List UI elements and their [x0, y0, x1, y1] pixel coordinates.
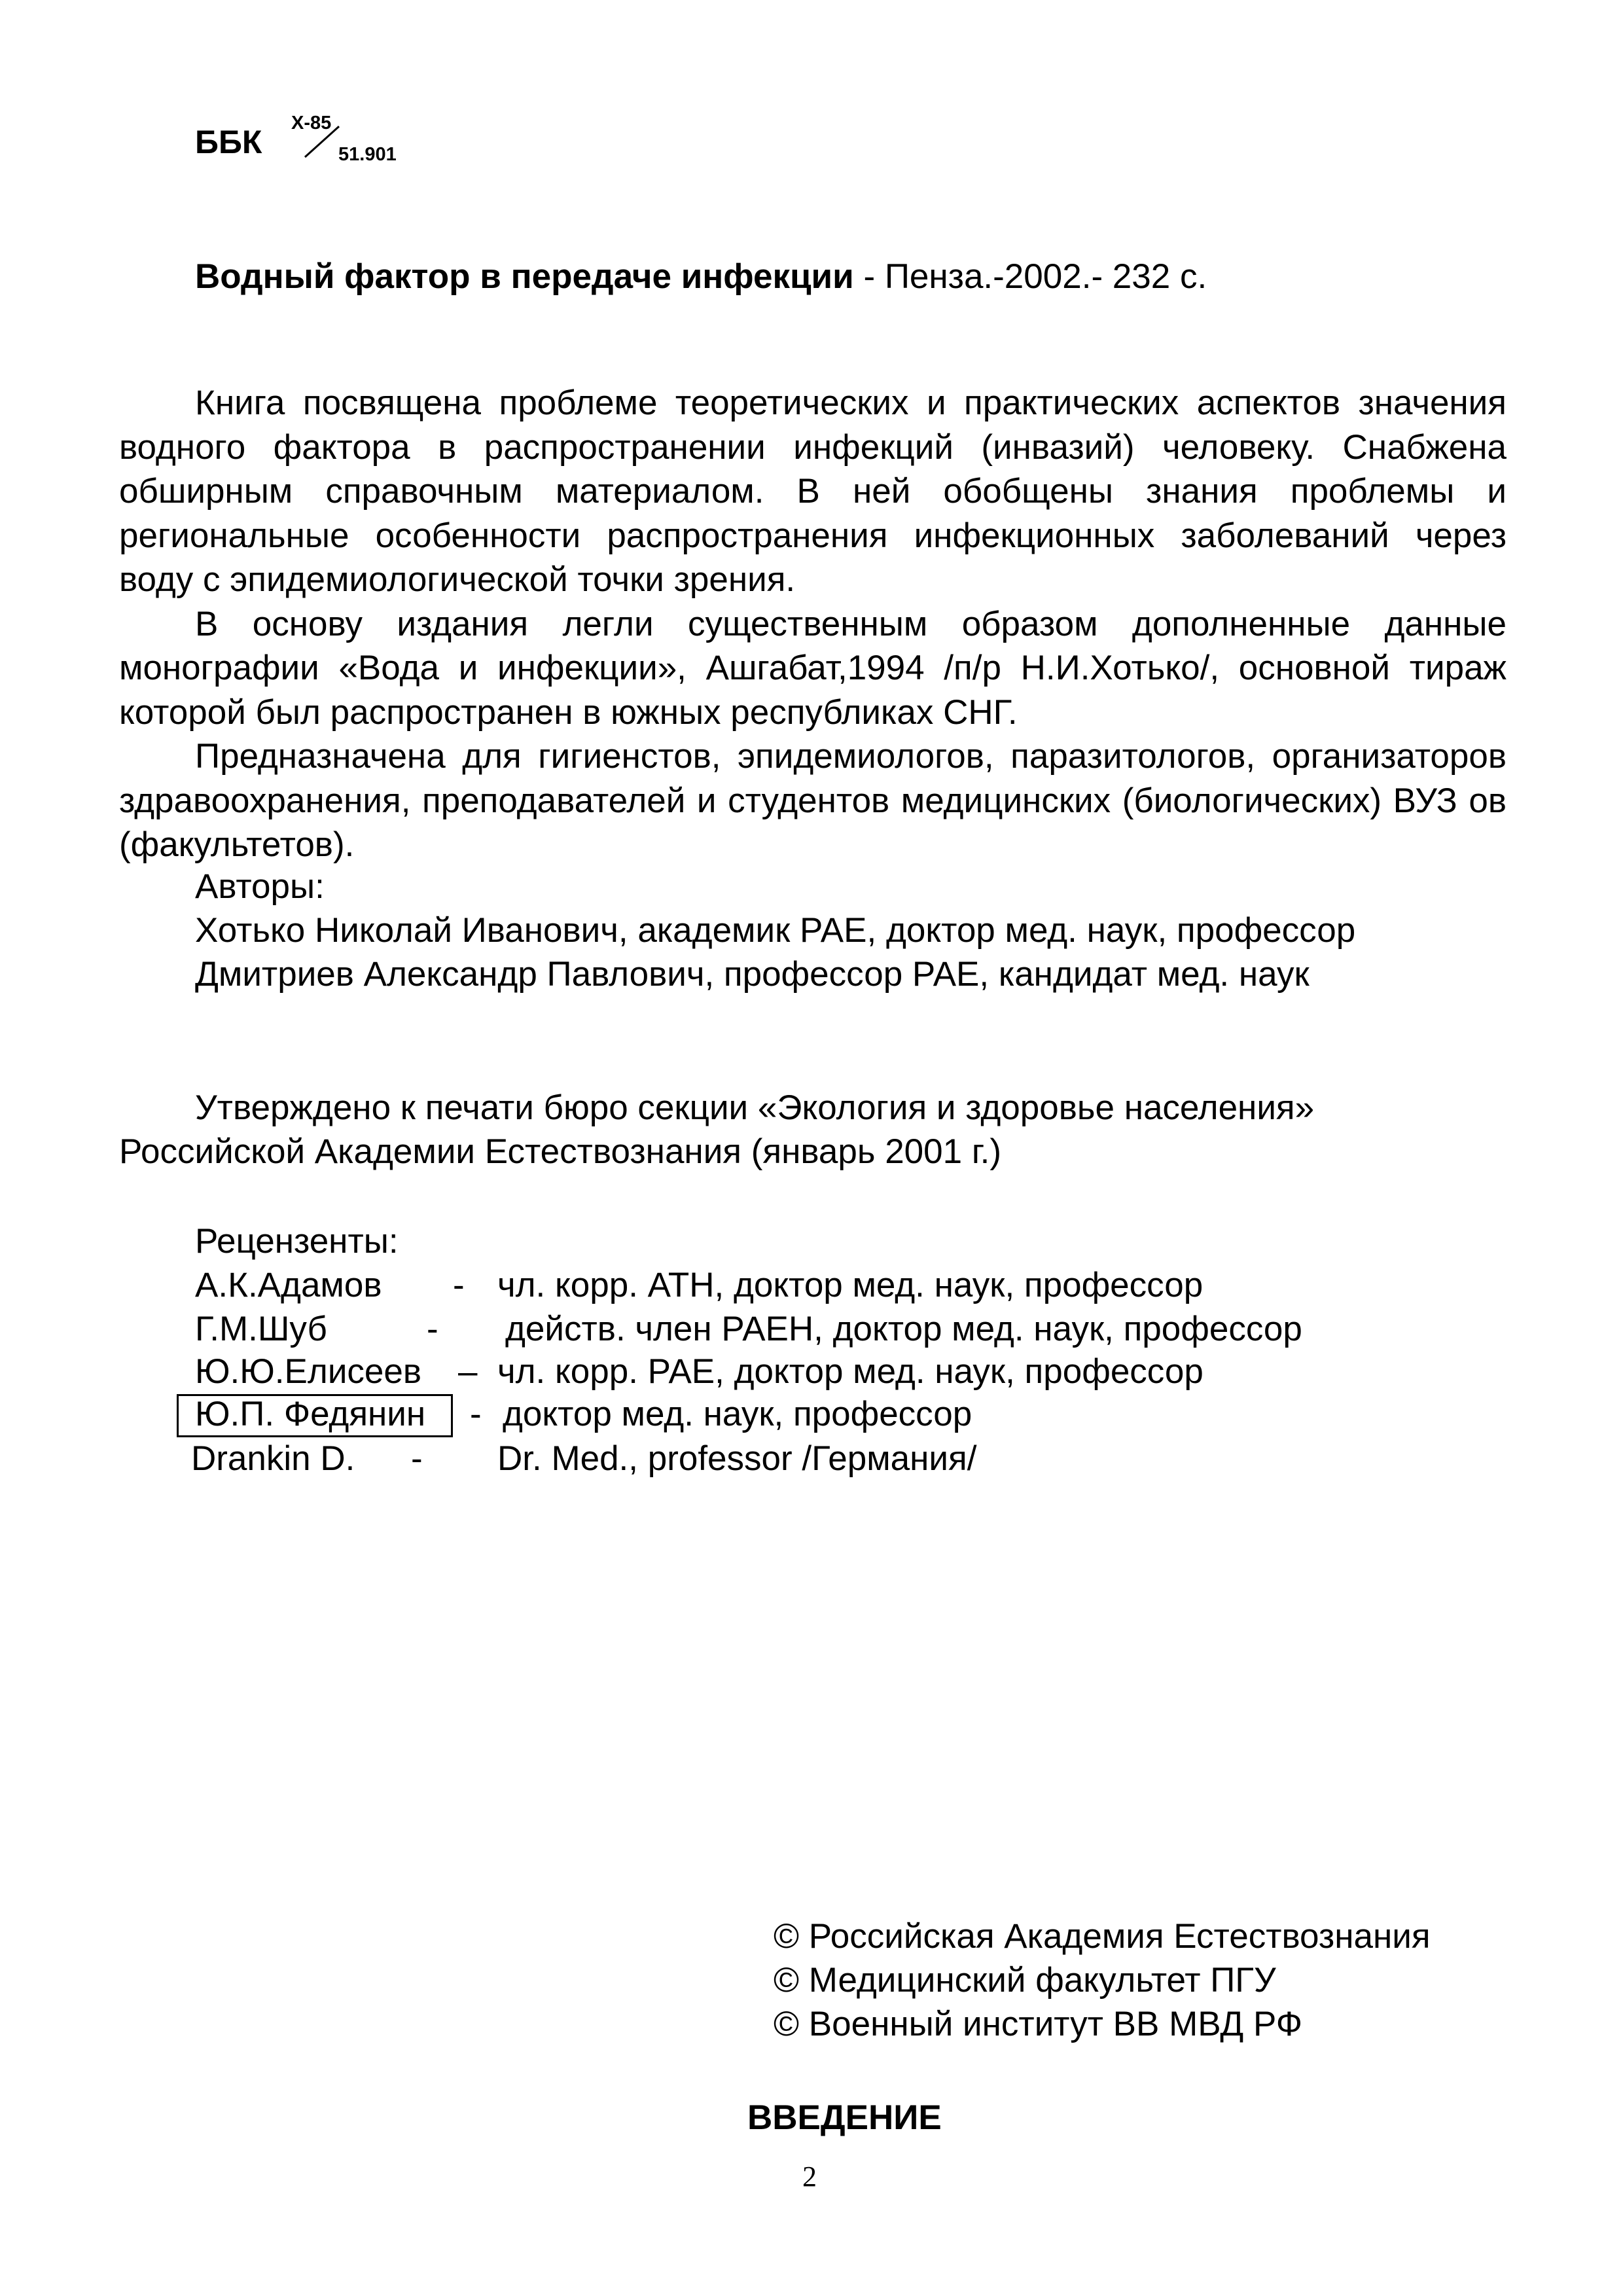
reviewer-name: Ю.Ю.Елисеев	[195, 1352, 422, 1391]
reviewer-description: доктор мед. наук, профессор	[503, 1395, 972, 1433]
reviewer-description: действ. член РАЕН, доктор мед. наук, профессор	[505, 1310, 1302, 1348]
author-item: Дмитриев Александр Павлович, профессор РАЕ, кандидат мед. наук	[195, 955, 1310, 994]
reviewer-description: Dr. Med., professor /Германия/	[497, 1439, 977, 1478]
approval-line-1: Утверждено к печати бюро секции «Экология и здоровье населения»	[195, 1088, 1315, 1127]
copyright-line: © Медицинский факультет ПГУ	[774, 1961, 1276, 2000]
reviewer-dash: -	[427, 1310, 438, 1348]
bbk-code-top: Х-85	[291, 113, 332, 134]
reviewer-dash: -	[453, 1266, 465, 1304]
reviewer-dash: -	[470, 1395, 482, 1433]
reviewer-description: чл. корр. АТН, доктор мед. наук, профессор	[497, 1266, 1204, 1304]
reviewers-label: Рецензенты:	[195, 1222, 399, 1261]
reviewer-name: Ю.П. Федянин	[195, 1395, 426, 1433]
reviewer-name: Drankin D.	[191, 1439, 355, 1478]
bbk-code	[291, 113, 448, 171]
bbk-label: ББК	[195, 124, 262, 160]
abstract	[119, 381, 1507, 867]
book-title-line	[195, 257, 1207, 296]
book-imprint: - Пенза.-2002.- 232 с.	[853, 257, 1207, 296]
reviewer-dash: –	[458, 1352, 478, 1391]
abstract-paragraph: Предназначена для гигиенстов, эпидемиологов, паразитологов, организаторов здравоохранения, преподавателей и студентов медицинских (биологических) ВУЗ ов (факультетов).	[119, 737, 1507, 864]
book-title: Водный фактор в передаче инфекции	[195, 257, 854, 296]
copyright-line: © Российская Академия Естествознания	[774, 1917, 1431, 1956]
author-item: Хотько Николай Иванович, академик РАЕ, доктор мед. наук, профессор	[195, 911, 1356, 950]
authors-label: Авторы:	[195, 867, 325, 906]
abstract-paragraph: В основу издания легли существенным образом дополненные данные монографии «Вода и инфекции», Ашгабат,1994 /п/р Н.И.Хотько/, основной тираж которой был распространен в южных республиках СНГ.	[119, 604, 1507, 732]
reviewer-name: Г.М.Шуб	[195, 1310, 327, 1348]
copyright-line: © Военный институт ВВ МВД РФ	[774, 2005, 1303, 2043]
approval-line-2: Российской Академии Естествознания (январь 2001 г.)	[119, 1132, 1002, 1171]
abstract-paragraph: Книга посвящена проблеме теоретических и практических аспектов значения водного фактора в распространении инфекций (инвазий) человеку. Снабжена обширным справочным материалом. В ней обобщены знания проблемы и региональные особенности распространения инфекционных заболеваний через воду с эпидемиологической точки зрения.	[119, 384, 1507, 599]
reviewer-name: А.К.Адамов	[195, 1266, 382, 1304]
reviewer-dash: -	[411, 1439, 423, 1478]
reviewer-description: чл. корр. РАЕ, доктор мед. наук, профессор	[497, 1352, 1204, 1391]
section-heading: ВВЕДЕНИЕ	[747, 2098, 942, 2137]
bbk-code-bottom: 51.901	[338, 144, 397, 165]
page-number: 2	[802, 2161, 817, 2193]
